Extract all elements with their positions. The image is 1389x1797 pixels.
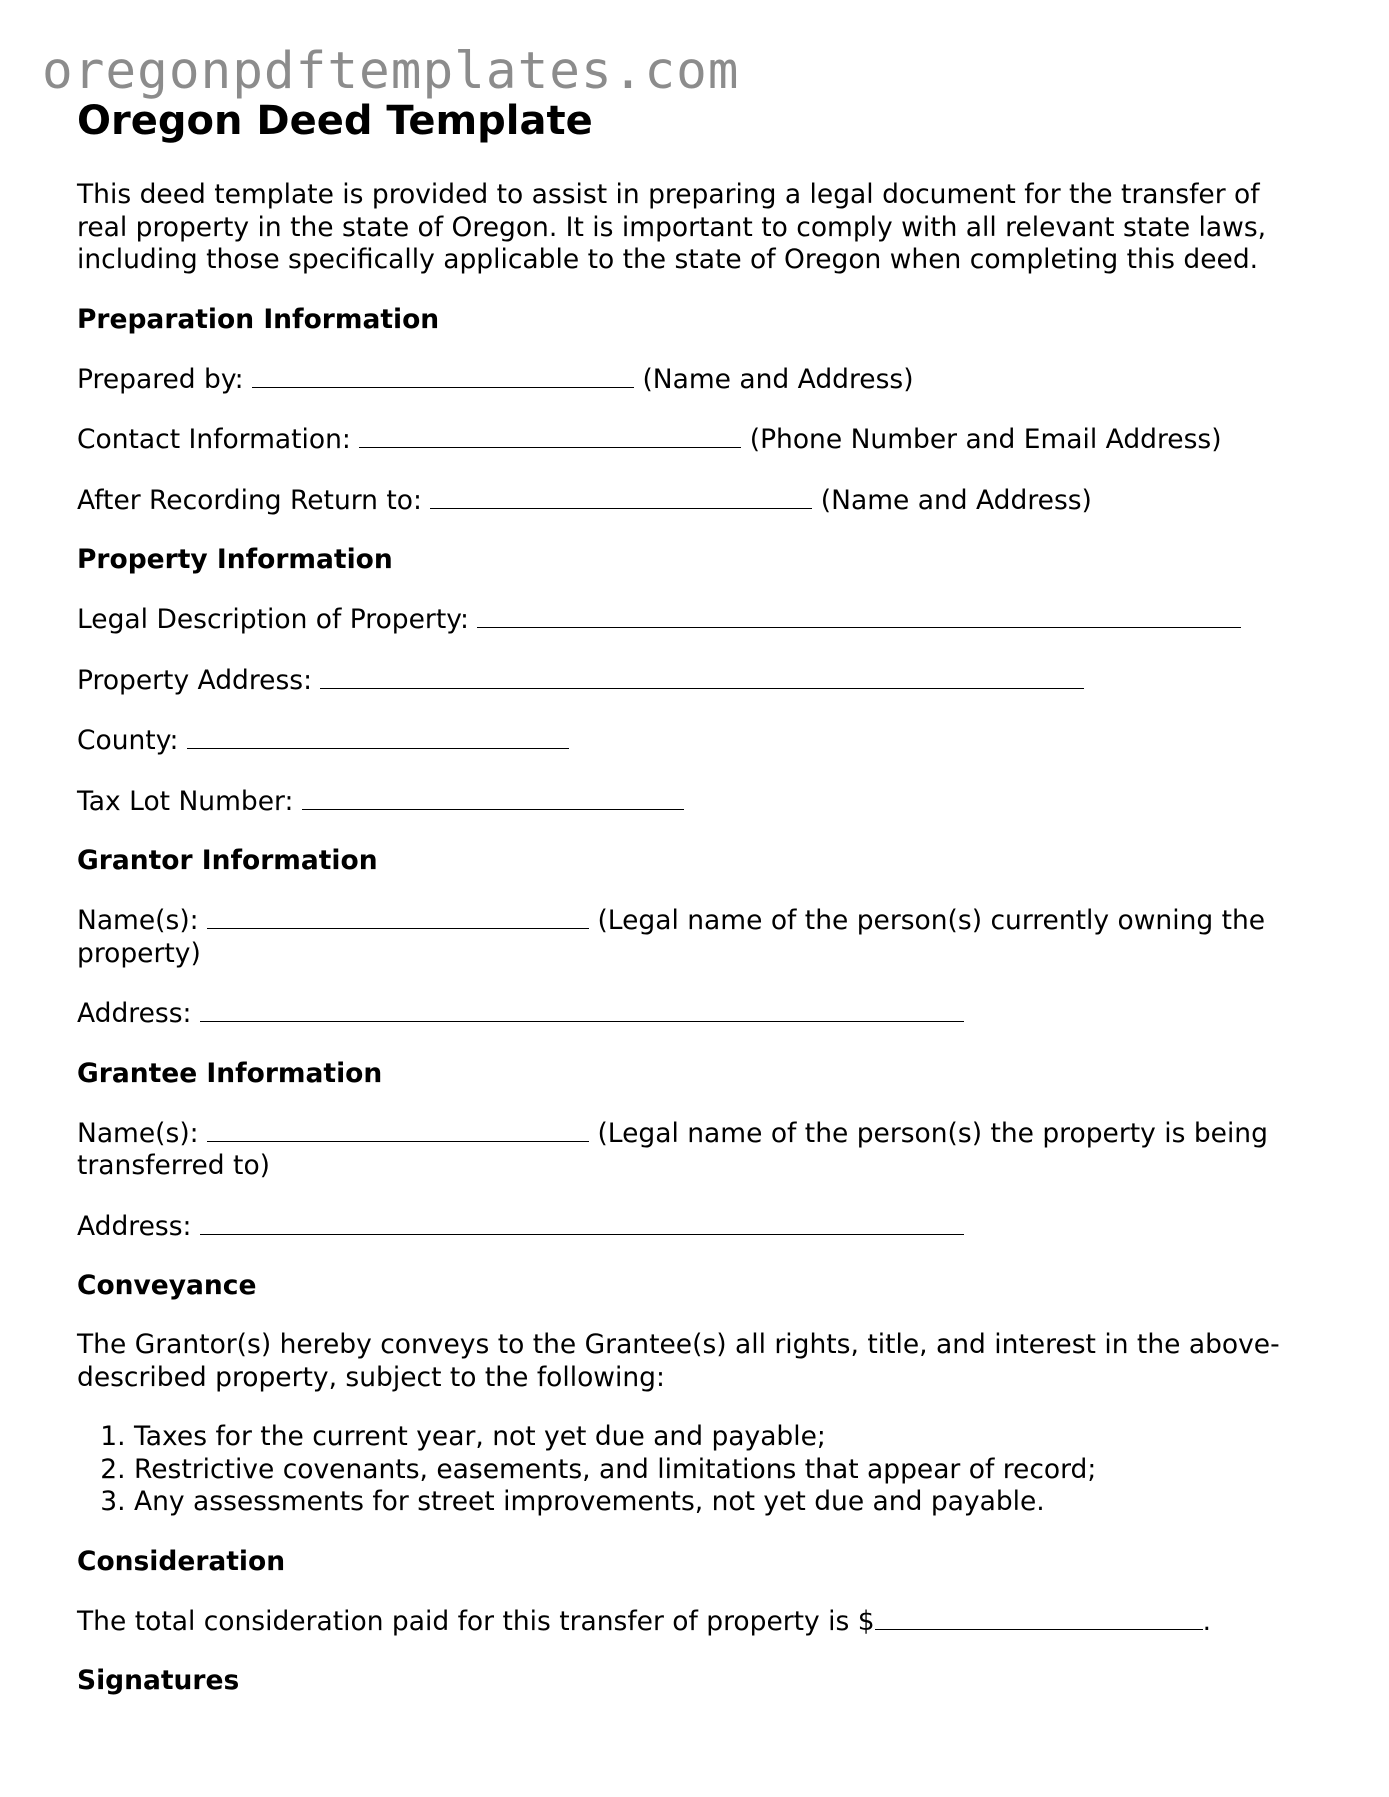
grantee-heading: Grantee Information (77, 1057, 383, 1089)
grantee-names-hint: (Legal name of the person(s) the property is being transferred to) (77, 1117, 1268, 1181)
property-heading: Property Information (77, 544, 393, 575)
consideration-text: The total consideration paid for this transfer of property is $ (77, 1605, 875, 1637)
conveyance-heading: Conveyance (77, 1270, 257, 1301)
contact-field (77, 423, 1317, 457)
grantor-names-field (77, 904, 1317, 970)
property-address-blank[interactable] (320, 664, 1084, 689)
tax-lot-blank[interactable] (302, 785, 684, 810)
grantor-heading: Grantor Information (77, 845, 378, 876)
preparation-heading: Preparation Information (77, 303, 440, 335)
prepared-by-blank[interactable] (252, 363, 634, 388)
grantee-address-label: Address: (77, 1210, 192, 1242)
grantee-names-field (77, 1117, 1317, 1183)
grantee-address-blank[interactable] (200, 1210, 964, 1235)
contact-blank[interactable] (359, 423, 741, 448)
consideration-amount-blank[interactable] (875, 1605, 1203, 1630)
property-address-field (77, 664, 1317, 698)
list-item: 2. Restrictive covenants, easements, and limitations that appear of record; (134, 1454, 1317, 1487)
tax-lot-label: Tax Lot Number: (77, 785, 294, 817)
consideration-period: . (1202, 1605, 1212, 1637)
list-item: 3. Any assessments for street improvements, not yet due and payable. (134, 1486, 1317, 1519)
prepared-by-field (77, 363, 1317, 397)
list-item: 1. Taxes for the current year, not yet due and payable; (134, 1421, 1317, 1454)
consideration-field (77, 1605, 1317, 1639)
legal-description-blank[interactable] (477, 603, 1241, 628)
return-to-field (77, 484, 1317, 518)
watermark: oregonpdftemplates.com (42, 42, 740, 101)
conveyance-list (77, 1421, 1317, 1519)
legal-description-field (77, 603, 1317, 637)
legal-description-label: Legal Description of Property: (77, 604, 469, 635)
conveyance-text: The Grantor(s) hereby conveys to the Grantee(s) all rights, title, and interest in the above-described property, subject to the following: (77, 1329, 1280, 1393)
return-to-label: After Recording Return to: (77, 484, 422, 516)
grantor-names-label: Name(s): (77, 905, 199, 936)
grantor-address-blank[interactable] (200, 997, 964, 1022)
property-address-label: Property Address: (77, 664, 313, 696)
county-label: County: (77, 725, 179, 756)
grantee-names-blank[interactable] (207, 1117, 589, 1142)
prepared-by-label: Prepared by: (77, 363, 244, 395)
page-title: Oregon Deed Template (77, 98, 593, 144)
grantor-names-hint: (Legal name of the person(s) currently owning the property) (77, 905, 1266, 969)
signatures-heading: Signatures (77, 1665, 240, 1696)
tax-lot-field (77, 785, 1317, 819)
intro-paragraph: This deed template is provided to assist in preparing a legal document for the transfer of real property in the state of Oregon. It is important to comply with all relevant state laws, including those specifically applicable to the state of Oregon when completing this deed. (77, 179, 1267, 275)
grantee-address-field (77, 1210, 1317, 1244)
contact-hint: (Phone Number and Email Address) (749, 424, 1222, 455)
county-field (77, 724, 1317, 758)
grantor-address-field (77, 997, 1317, 1031)
return-to-blank[interactable] (430, 484, 812, 509)
grantor-address-label: Address: (77, 998, 192, 1029)
consideration-heading: Consideration (77, 1545, 286, 1577)
grantor-names-blank[interactable] (207, 904, 589, 929)
county-blank[interactable] (187, 724, 569, 749)
document (77, 96, 1317, 1697)
prepared-by-hint: (Name and Address) (642, 363, 914, 395)
grantee-names-label: Name(s): (77, 1117, 199, 1149)
return-to-hint: (Name and Address) (820, 484, 1092, 516)
contact-label: Contact Information: (77, 424, 351, 455)
